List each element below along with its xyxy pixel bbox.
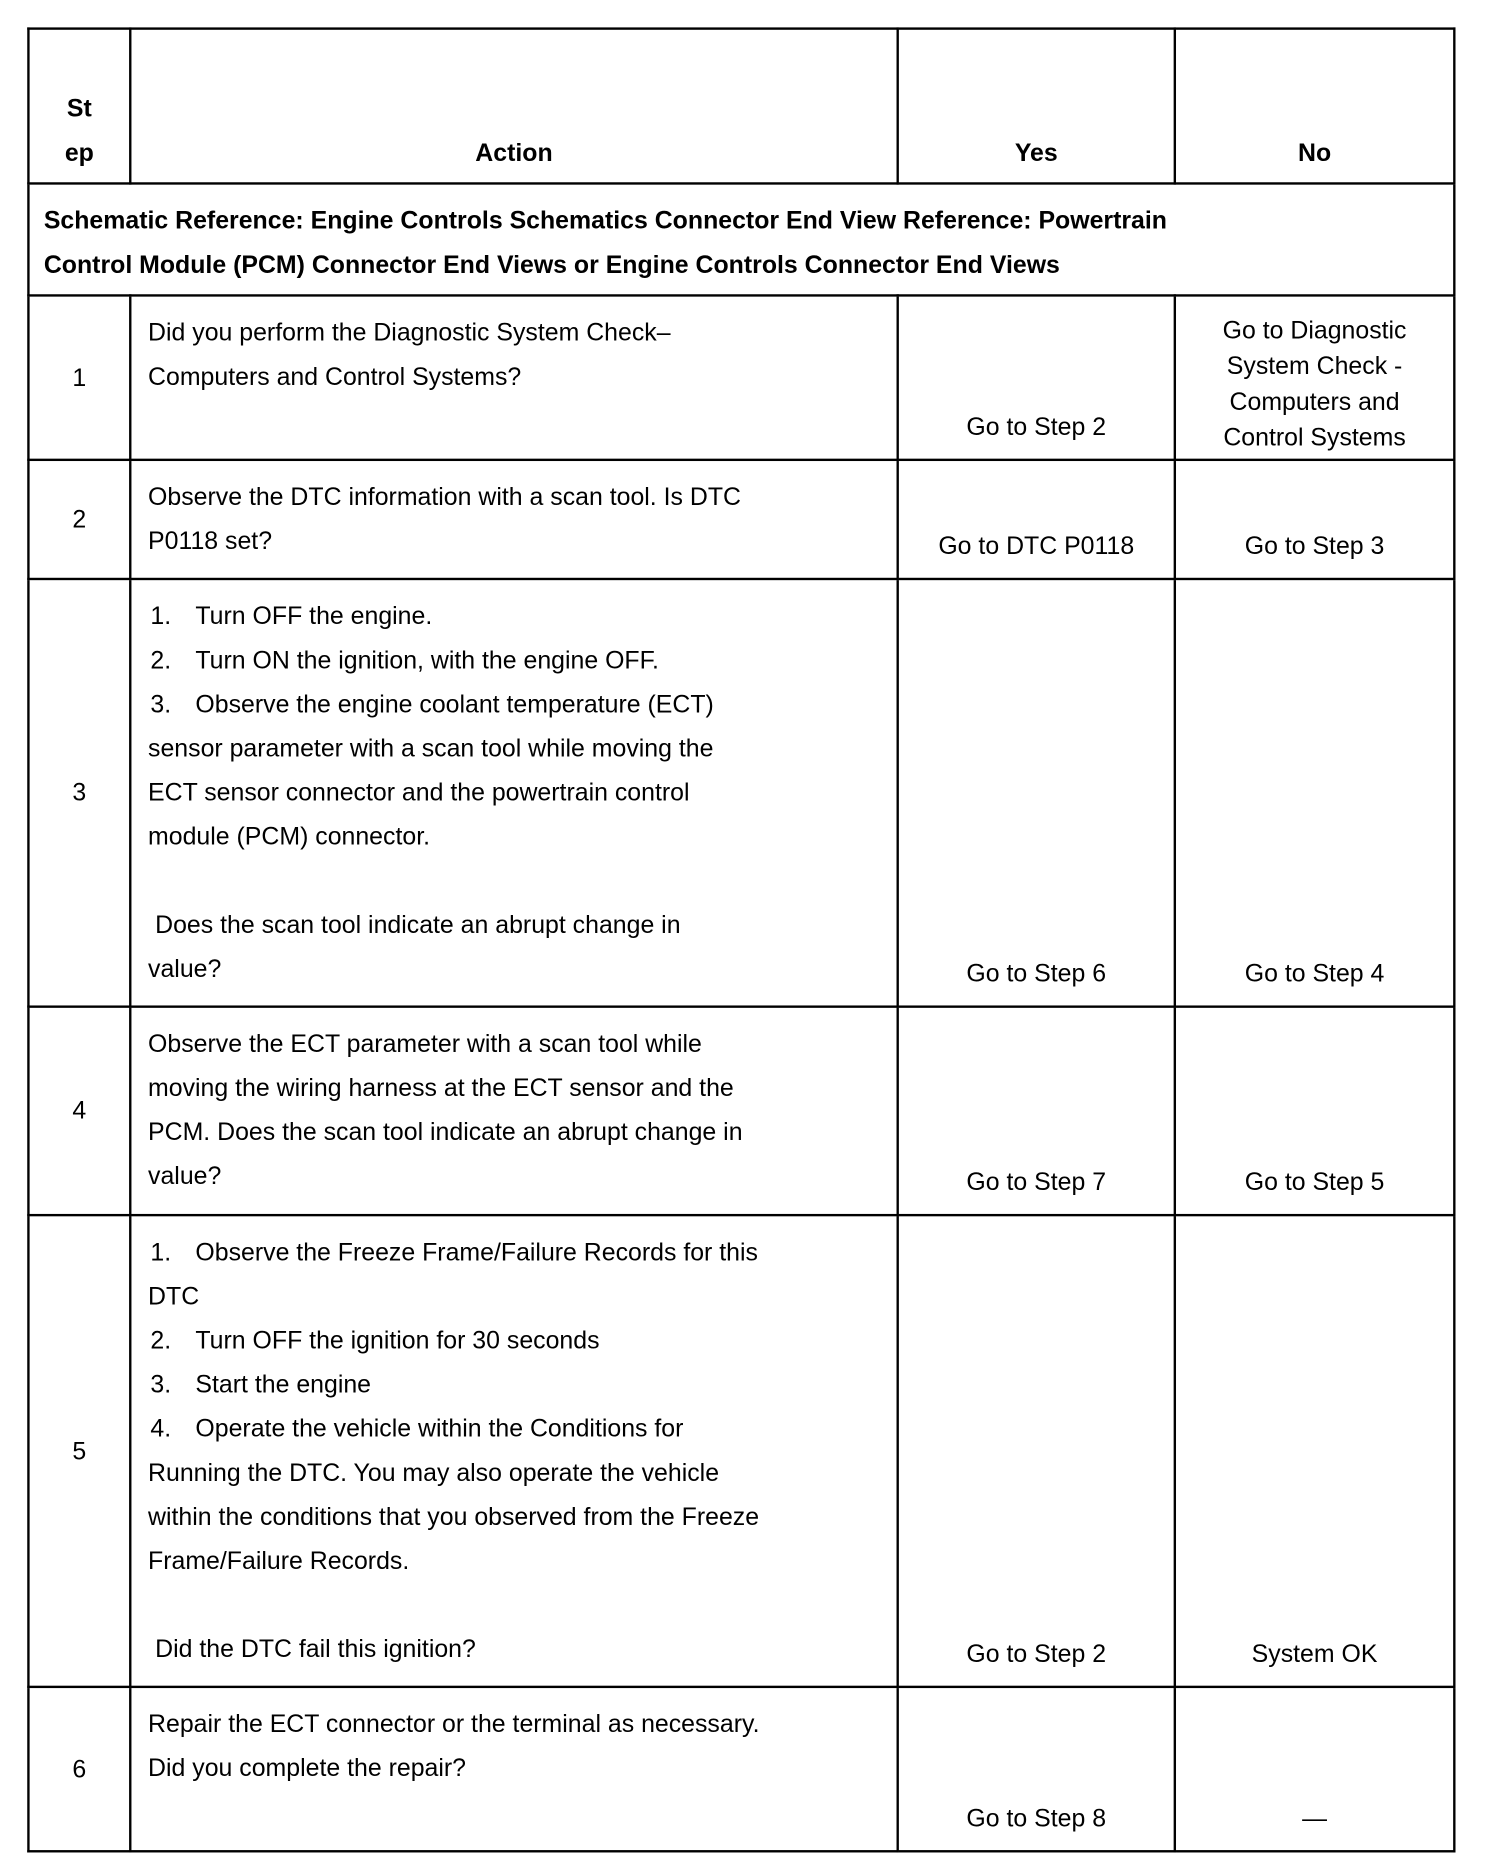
action-line: moving the wiring harness at the ECT sensor and the <box>148 1074 734 1102</box>
header-step-line2: ep <box>64 139 94 167</box>
yes-cell: Go to Step 2 <box>898 295 1175 459</box>
table-row <box>28 295 1454 459</box>
table-row <box>28 1687 1454 1851</box>
action-line: within the conditions that you observed from the Freeze <box>148 1503 760 1531</box>
step-number: 2 <box>28 460 130 579</box>
no-cell: Go to Step 4 <box>1175 579 1454 1007</box>
no-cell: — <box>1175 1687 1454 1851</box>
action-line: Computers and Control Systems? <box>148 363 522 391</box>
yes-cell: Go to Step 8 <box>898 1687 1175 1851</box>
action-line: Running the DTC. You may also operate the vehicle <box>148 1459 720 1487</box>
action-cell <box>130 579 897 1007</box>
schematic-reference <box>28 183 1454 295</box>
header-action: Action <box>130 29 897 184</box>
step-number: 4 <box>28 1007 130 1215</box>
action-cell <box>130 295 897 459</box>
action-line: Did you complete the repair? <box>148 1754 467 1783</box>
no-line: Go to Diagnostic <box>1222 316 1407 345</box>
header-step <box>28 29 130 184</box>
reference-line2: Control Module (PCM) Connector End Views or Engine Controls Connector End Views <box>43 251 1060 279</box>
action-cell <box>130 1007 897 1215</box>
header-no: No <box>1175 29 1454 184</box>
action-line: ECT sensor connector and the powertrain control <box>148 779 690 807</box>
yes-cell: Go to Step 7 <box>898 1007 1175 1215</box>
step-number: 1 <box>28 295 130 459</box>
list-item: 1. Turn OFF the engine. <box>150 602 433 631</box>
action-line: Frame/Failure Records. <box>148 1547 410 1575</box>
question-line: Did the DTC fail this ignition? <box>155 1635 476 1664</box>
table-row <box>28 579 1454 1007</box>
step-number: 3 <box>28 579 130 1007</box>
action-line: value? <box>148 1162 222 1191</box>
action-line: Did you perform the Diagnostic System Check– <box>148 319 671 347</box>
header-row <box>28 29 1454 184</box>
action-cell <box>130 1687 897 1851</box>
spacer <box>148 1583 880 1627</box>
reference-row <box>28 183 1454 295</box>
action-line: Observe the ECT parameter with a scan tool while <box>148 1030 702 1058</box>
action-cell <box>130 460 897 579</box>
no-line: Control Systems <box>1223 424 1406 452</box>
step-number: 5 <box>28 1215 130 1687</box>
action-line: P0118 set? <box>148 527 273 556</box>
no-cell: System OK <box>1175 1215 1454 1687</box>
list-item: 2. Turn ON the ignition, with the engine OFF. <box>150 646 659 675</box>
table-row <box>28 460 1454 579</box>
yes-cell: Go to DTC P0118 <box>898 460 1175 579</box>
list-item: 2. Turn OFF the ignition for 30 seconds <box>150 1327 600 1355</box>
action-cell <box>130 1215 897 1687</box>
no-cell: Go to Step 5 <box>1175 1007 1454 1215</box>
list-item: 4. Operate the vehicle within the Conditions for <box>150 1415 684 1443</box>
no-line: Computers and <box>1229 388 1400 416</box>
action-line: PCM. Does the scan tool indicate an abrupt change in <box>148 1118 743 1147</box>
no-cell: Go to Step 3 <box>1175 460 1454 579</box>
list-item: 1. Observe the Freeze Frame/Failure Records for this <box>150 1238 758 1267</box>
action-line: Observe the DTC information with a scan tool. Is DTC <box>148 483 742 512</box>
yes-cell: Go to Step 2 <box>898 1215 1175 1687</box>
no-cell <box>1175 295 1454 459</box>
no-line: System Check - <box>1226 352 1403 381</box>
action-line: DTC <box>148 1283 200 1311</box>
table-row <box>28 1215 1454 1687</box>
step-number: 6 <box>28 1687 130 1851</box>
diagnostic-table <box>27 27 1455 1852</box>
list-item: 3. Start the engine <box>150 1371 372 1399</box>
question-line: value? <box>148 955 222 983</box>
action-line: Repair the ECT connector or the terminal as necessary. <box>148 1710 760 1739</box>
action-line: module (PCM) connector. <box>148 823 431 851</box>
yes-cell: Go to Step 6 <box>898 579 1175 1007</box>
spacer <box>148 859 880 903</box>
table-row <box>28 1007 1454 1215</box>
list-item: 3. Observe the engine coolant temperature (ECT) <box>150 690 714 719</box>
header-yes: Yes <box>898 29 1175 184</box>
reference-line1: Schematic Reference: Engine Controls Schematics Connector End View Reference: Powertrain <box>43 207 1167 235</box>
header-step-line1: St <box>66 95 92 123</box>
question-line: Does the scan tool indicate an abrupt change in <box>155 911 681 939</box>
action-line: sensor parameter with a scan tool while moving the <box>148 735 714 763</box>
